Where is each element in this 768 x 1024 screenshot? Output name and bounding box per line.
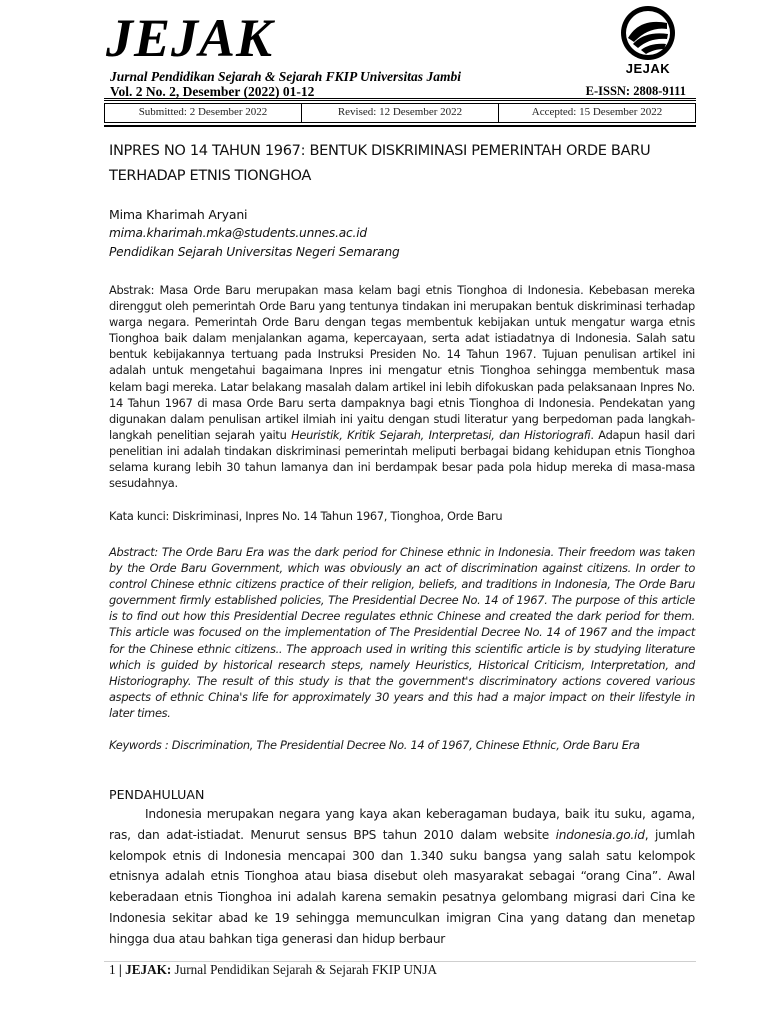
author-affiliation: Pendidikan Sejarah Universitas Negeri Semarang — [109, 245, 400, 259]
header-rule-top — [104, 98, 696, 99]
kata-kunci-label: Kata kunci — [109, 509, 166, 523]
abstrak-paragraph — [109, 282, 695, 491]
header-rule-bottom — [104, 125, 696, 127]
pendahuluan-website: indonesia.go.id — [555, 827, 645, 842]
abstract-text: The Orde Baru Era was the dark period for Chinese ethnic in Indonesia. Their freedom was taken by the Orde Baru Government, which was obviously an act of discrimination against citizens. In order to control Chinese ethnic citizens practice of their religion, beliefs, and traditions in Indonesia, The Orde Baru government firmly established policies, The Presidential Decree No. 14 of 1967. The purpose of this article is to find out how this Presidential Decree regulates ethnic Chinese and created the dark period for them. This article was focused on the implementation of The Presidential Decree No. 14 of 1967 and the impact for the Chinese ethnic citizens.. The approach used in writing this scientific article is by studying literature which is guided by historical research steps, namely Heuristics, Historical Criticism, Interpretation, and Historiography. The result of this study is that the government's discriminatory actions covered various aspects of ethnic China's life for approximately 30 years and this had a major impact on their lifestyle in later times. — [109, 545, 695, 720]
pendahuluan-text-1: Indonesia merupakan negara yang kaya akan keberagaman budaya, baik itu suku, agama, ras, dan adat-istiadat. Menurut sensus BPS tahun 2010 dalam website — [109, 807, 695, 842]
pendahuluan-text-2: , jumlah kelompok etnis di Indonesia mencapai 300 dan 1.340 suku bangsa yang salah satu kelompok etnisnya adalah etnis Tionghoa atau biasa disebut oleh masyarakat sebagai “orang Cina”. Awal keberadaan etnis Tionghoa ini adalah karena semakin pesatnya gelombang migrasi dari Cina ke Indonesia sekitar abad ke 19 sehingga memunculkan imigran Cina yang datang dan menetap hingga dua atau bahkan tiga generasi dan hidup berbaur — [109, 827, 696, 946]
kata-kunci-text: : Diskriminasi, Inpres No. 14 Tahun 1967, Tionghoa, Orde Baru — [165, 509, 503, 523]
volume-issue: Vol. 2 No. 2, Desember (2022) 01-12 — [110, 84, 315, 99]
kata-kunci-paragraph — [109, 508, 695, 524]
journal-logo-text: JEJAK — [106, 8, 274, 68]
emblem-label: JEJAK — [625, 61, 671, 76]
author-email: mima.kharimah.mka@students.unnes.ac.id — [109, 226, 367, 240]
footer-journal-short: JEJAK: — [125, 962, 172, 977]
section-heading-pendahuluan: PENDAHULUAN — [109, 787, 205, 802]
footer-separator: | — [118, 962, 122, 977]
journal-emblem-icon — [619, 4, 677, 62]
author-name: Mima Kharimah Aryani — [109, 207, 248, 222]
abstrak-text-1: Masa Orde Baru merupakan masa kelam bagi etnis Tionghoa di Indonesia. Kebebasan mereka direnggut oleh pemerintah Orde Baru yang tentunya tindakan ini merupakan bentuk diskriminasi terhadap warga negara. Pemerintah Orde Baru dengan tegas membentuk kebijakan untuk mengatur warga etnis Tionghoa baik dalam menjalankan agama, kepercayaan, serta adat istiadatnya di Indonesia. Salah satu bentuk kebijakannya tertuang pada Instruksi Presiden No. 14 Tahun 1967. Tujuan penulisan artikel ini adalah untuk mengetahui bagaimana Inpres ini mengatur etnis Tionghoa sehingga membentuk masa kelam bagi mereka. Latar belakang masalah dalam artikel ini lebih difokuskan pada pelaksanaan Inpres No. 14 Tahun 1967 di masa Orde Baru serta dampaknya bagi etnis Tionghoa di Indonesia. Pendekatan yang digunakan dalam penulisan artikel ilmiah ini yaitu dengan studi literatur yang berpedoman pada langkah-langkah penelitian sejarah yaitu — [109, 283, 695, 442]
keywords-label: Keywords : — [109, 738, 169, 752]
pendahuluan-paragraph — [109, 804, 695, 950]
submitted-date: Submitted: 2 Desember 2022 — [138, 106, 268, 118]
abstrak-method: Heuristik, Kritik Sejarah, Interpretasi, dan Historiografi — [291, 427, 591, 442]
abstrak-text-2: . Adapun hasil dari penelitian ini adalah tindakan diskriminasi pemerintah meliputi berbagai bidang kehidupan etnis Tionghoa selama kurang lebih 30 tahun lamanya dan ini berdampak besar pada pola hidup mereka di masa-masa sesudahnya. — [109, 427, 696, 491]
keywords-text: Discrimination, The Presidential Decree No. 14 of 1967, Chinese Ethnic, Orde Baru Era — [171, 738, 640, 752]
abstract-label: Abstract: — [109, 545, 158, 559]
page-number: 1 — [109, 962, 116, 977]
footer-journal-full: Jurnal Pendidikan Sejarah & Sejarah FKIP UNJA — [174, 962, 438, 977]
keywords-paragraph — [109, 737, 695, 753]
publication-dates-table — [104, 103, 696, 123]
header-rule-second — [104, 100, 696, 101]
page-footer — [109, 962, 437, 978]
journal-name: Jurnal Pendidikan Sejarah & Sejarah FKIP Universitas Jambi — [110, 69, 461, 84]
accepted-date: Accepted: 15 Desember 2022 — [498, 104, 695, 122]
revised-date: Revised: 12 Desember 2022 — [301, 104, 498, 122]
article-title: INPRES NO 14 TAHUN 1967: BENTUK DISKRIMINASI PEMERINTAH ORDE BARU TERHADAP ETNIS TIONGHOA — [109, 142, 651, 184]
issn: E-ISSN: 2808-9111 — [585, 84, 686, 98]
abstract-paragraph — [109, 544, 695, 721]
abstrak-label: Abstrak: — [109, 283, 155, 297]
